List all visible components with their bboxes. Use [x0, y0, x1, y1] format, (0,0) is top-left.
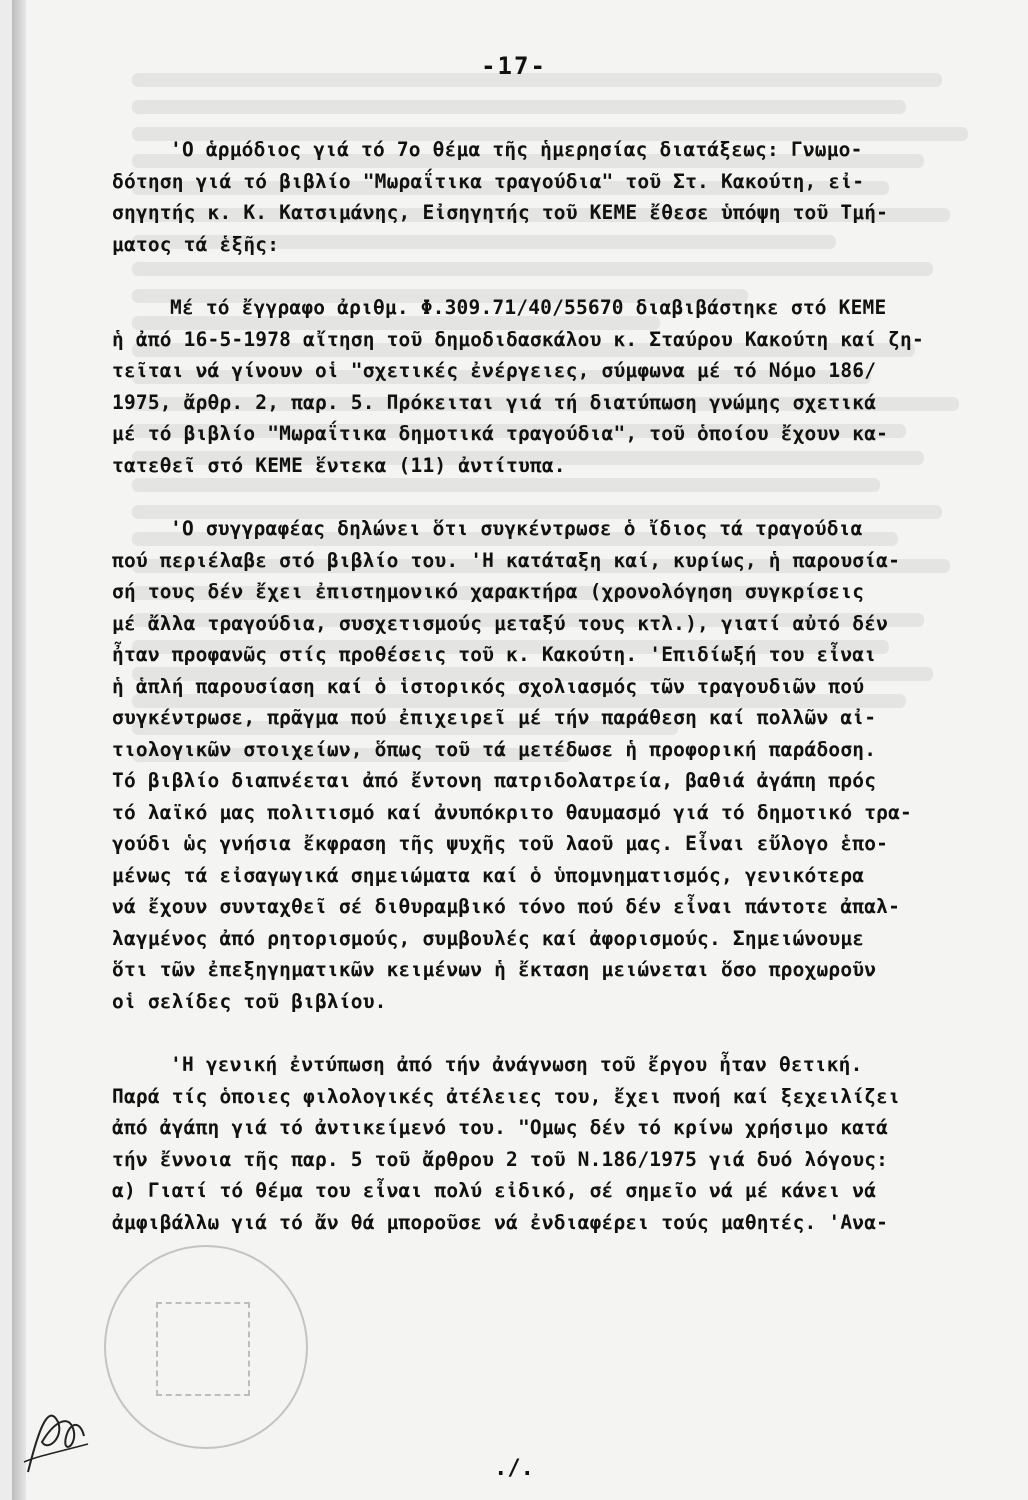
- text-line: οἱ σελίδες τοῦ βιβλίου.: [112, 989, 387, 1013]
- text-line: γούδι ὡς γνήσια ἔκφραση τῆς ψυχῆς τοῦ λαοῦ μας. Εἶναι εὔλογο ἑπο-: [112, 832, 889, 855]
- document-body: [112, 134, 972, 1270]
- text-line: τεῖται νά γίνουν οἱ "σχετικές ἐνέργειες, σύμφωνα μέ τό Νόμο 186/: [112, 359, 877, 382]
- text-line: α) Γιατί τό θέμα του εἶναι πολύ εἰδικό, σέ σημεῖο νά μέ κάνει νά: [112, 1179, 877, 1202]
- continuation-mark: ./.: [494, 1456, 534, 1481]
- text-line: ματος τά ἑξῆς:: [112, 232, 280, 256]
- text-line: 'Η γενική ἐντύπωση ἀπό τήν ἀνάγνωση τοῦ ἔργου ἦταν θετική.: [170, 1053, 863, 1076]
- text-line: σή τους δέν ἔχει ἐπιστημονικό χαρακτήρα (χρονολόγηση συγκρίσεις: [112, 580, 865, 603]
- text-line: ἀπό ἀγάπη γιά τό ἀντικείμενό του. "Ομως δέν τό κρίνω χρήσιμο κατά: [112, 1116, 889, 1139]
- paragraph-intro: [112, 134, 972, 260]
- text-line: τήν ἔννοια τῆς παρ. 5 τοῦ ἄρθρου 2 τοῦ Ν.186/1975 γιά δυό λόγους:: [112, 1147, 889, 1171]
- page-number: -17-: [481, 52, 547, 80]
- text-line: 'Ο συγγραφέας δηλώνει ὅτι συγκέντρωσε ὁ ἴδιος τά τραγούδια: [170, 517, 863, 540]
- paragraph-conclusion: [112, 1049, 972, 1238]
- text-line: Μέ τό ἔγγραφο ἀριθμ. Φ.309.71/40/55670 διαβιβάστηκε στό ΚΕΜΕ: [170, 296, 887, 319]
- text-line: ἡ ἀπό 16-5-1978 αἴτηση τοῦ δημοδιδασκάλου κ. Σταύρου Κακούτη καί ζη-: [112, 327, 924, 351]
- text-line: μένως τά εἰσαγωγικά σημειώματα καί ὁ ὑπομνηματισμός, γενικότερα: [112, 863, 865, 887]
- text-line: λαγμένος ἀπό ρητορισμούς, συμβουλές καί ἀφορισμούς. Σημειώνουμε: [112, 926, 865, 950]
- text-line: ἡ ἁπλή παρουσίαση καί ὁ ἱστορικός σχολιασμός τῶν τραγουδιῶν πού: [112, 674, 865, 698]
- text-line: ὅτι τῶν ἐπεξηγηματικῶν κειμένων ἡ ἔκταση μειώνεται ὅσο προχωροῦν: [112, 958, 877, 981]
- text-line: ἦταν προφανῶς στίς προθέσεις τοῦ κ. Κακούτη. 'Επιδίωξή του εἶναι: [112, 643, 877, 666]
- text-line: δότηση γιά τό βιβλίο "Μωραΐτικα τραγούδια" τοῦ Στ. Κακούτη, εἰ-: [112, 169, 865, 193]
- text-line: μέ τό βιβλίο "Μωραΐτικα δημοτικά τραγούδια", τοῦ ὁποίου ἔχουν κα-: [112, 422, 889, 445]
- paragraph-author-assessment: [112, 513, 972, 1017]
- text-line: μέ ἄλλα τραγούδια, συσχετισμούς μεταξύ τους κτλ.), γιατί αὐτό δέν: [112, 611, 889, 635]
- binding-edge: [12, 0, 26, 1500]
- text-line: Τό βιβλίο διαπνέεται ἀπό ἔντονη πατριδολατρεία, βαθιά ἀγάπη πρός: [112, 769, 877, 792]
- institution-seal: [104, 1245, 308, 1449]
- paragraph-document-reference: [112, 292, 972, 481]
- text-line: Παρά τίς ὁποιες φιλολογικές ἀτέλειες του, ἔχει πνοή καί ξεχειλίζει: [112, 1084, 901, 1108]
- text-line: νά ἔχουν συνταχθεῖ σέ διθυραμβικό τόνο πού δέν εἶναι πάντοτε ἀπαλ-: [112, 895, 901, 918]
- seal-emblem: [156, 1302, 250, 1396]
- text-line: σηγητής κ. Κ. Κατσιμάνης, Εἰσηγητής τοῦ ΚΕΜΕ ἔθεσε ὑπόψη τοῦ Τμή-: [112, 201, 889, 224]
- text-line: τό λαϊκό μας πολιτισμό καί ἀνυπόκριτο θαυμασμό γιά τό δημοτικό τρα-: [112, 800, 912, 824]
- text-line: 'Ο ἁρμόδιος γιά τό 7ο θέμα τῆς ἡμερησίας διατάξεως: Γνωμο-: [170, 138, 863, 161]
- text-line: ἀμφιβάλλω γιά τό ἄν θά μποροῦσε νά ἐνδιαφέρει τούς μαθητές. 'Ανα-: [112, 1210, 889, 1234]
- text-line: 1975, ἄρθρ. 2, παρ. 5. Πρόκειται γιά τή διατύπωση γνώμης σχετικά: [112, 390, 877, 414]
- text-line: τιολογικῶν στοιχείων, ὅπως τοῦ τά μετέδωσε ἡ προφορική παράδοση.: [112, 737, 877, 761]
- text-line: τατεθεῖ στό ΚΕΜΕ ἕντεκα (11) ἀντίτυπα.: [112, 453, 566, 477]
- text-line: συγκέντρωσε, πρᾶγμα πού ἐπιχειρεῖ μέ τήν παράθεση καί πολλῶν αἰ-: [112, 706, 877, 729]
- text-line: πού περιέλαβε στό βιβλίο του. 'Η κατάταξη καί, κυρίως, ἡ παρουσία-: [112, 548, 901, 572]
